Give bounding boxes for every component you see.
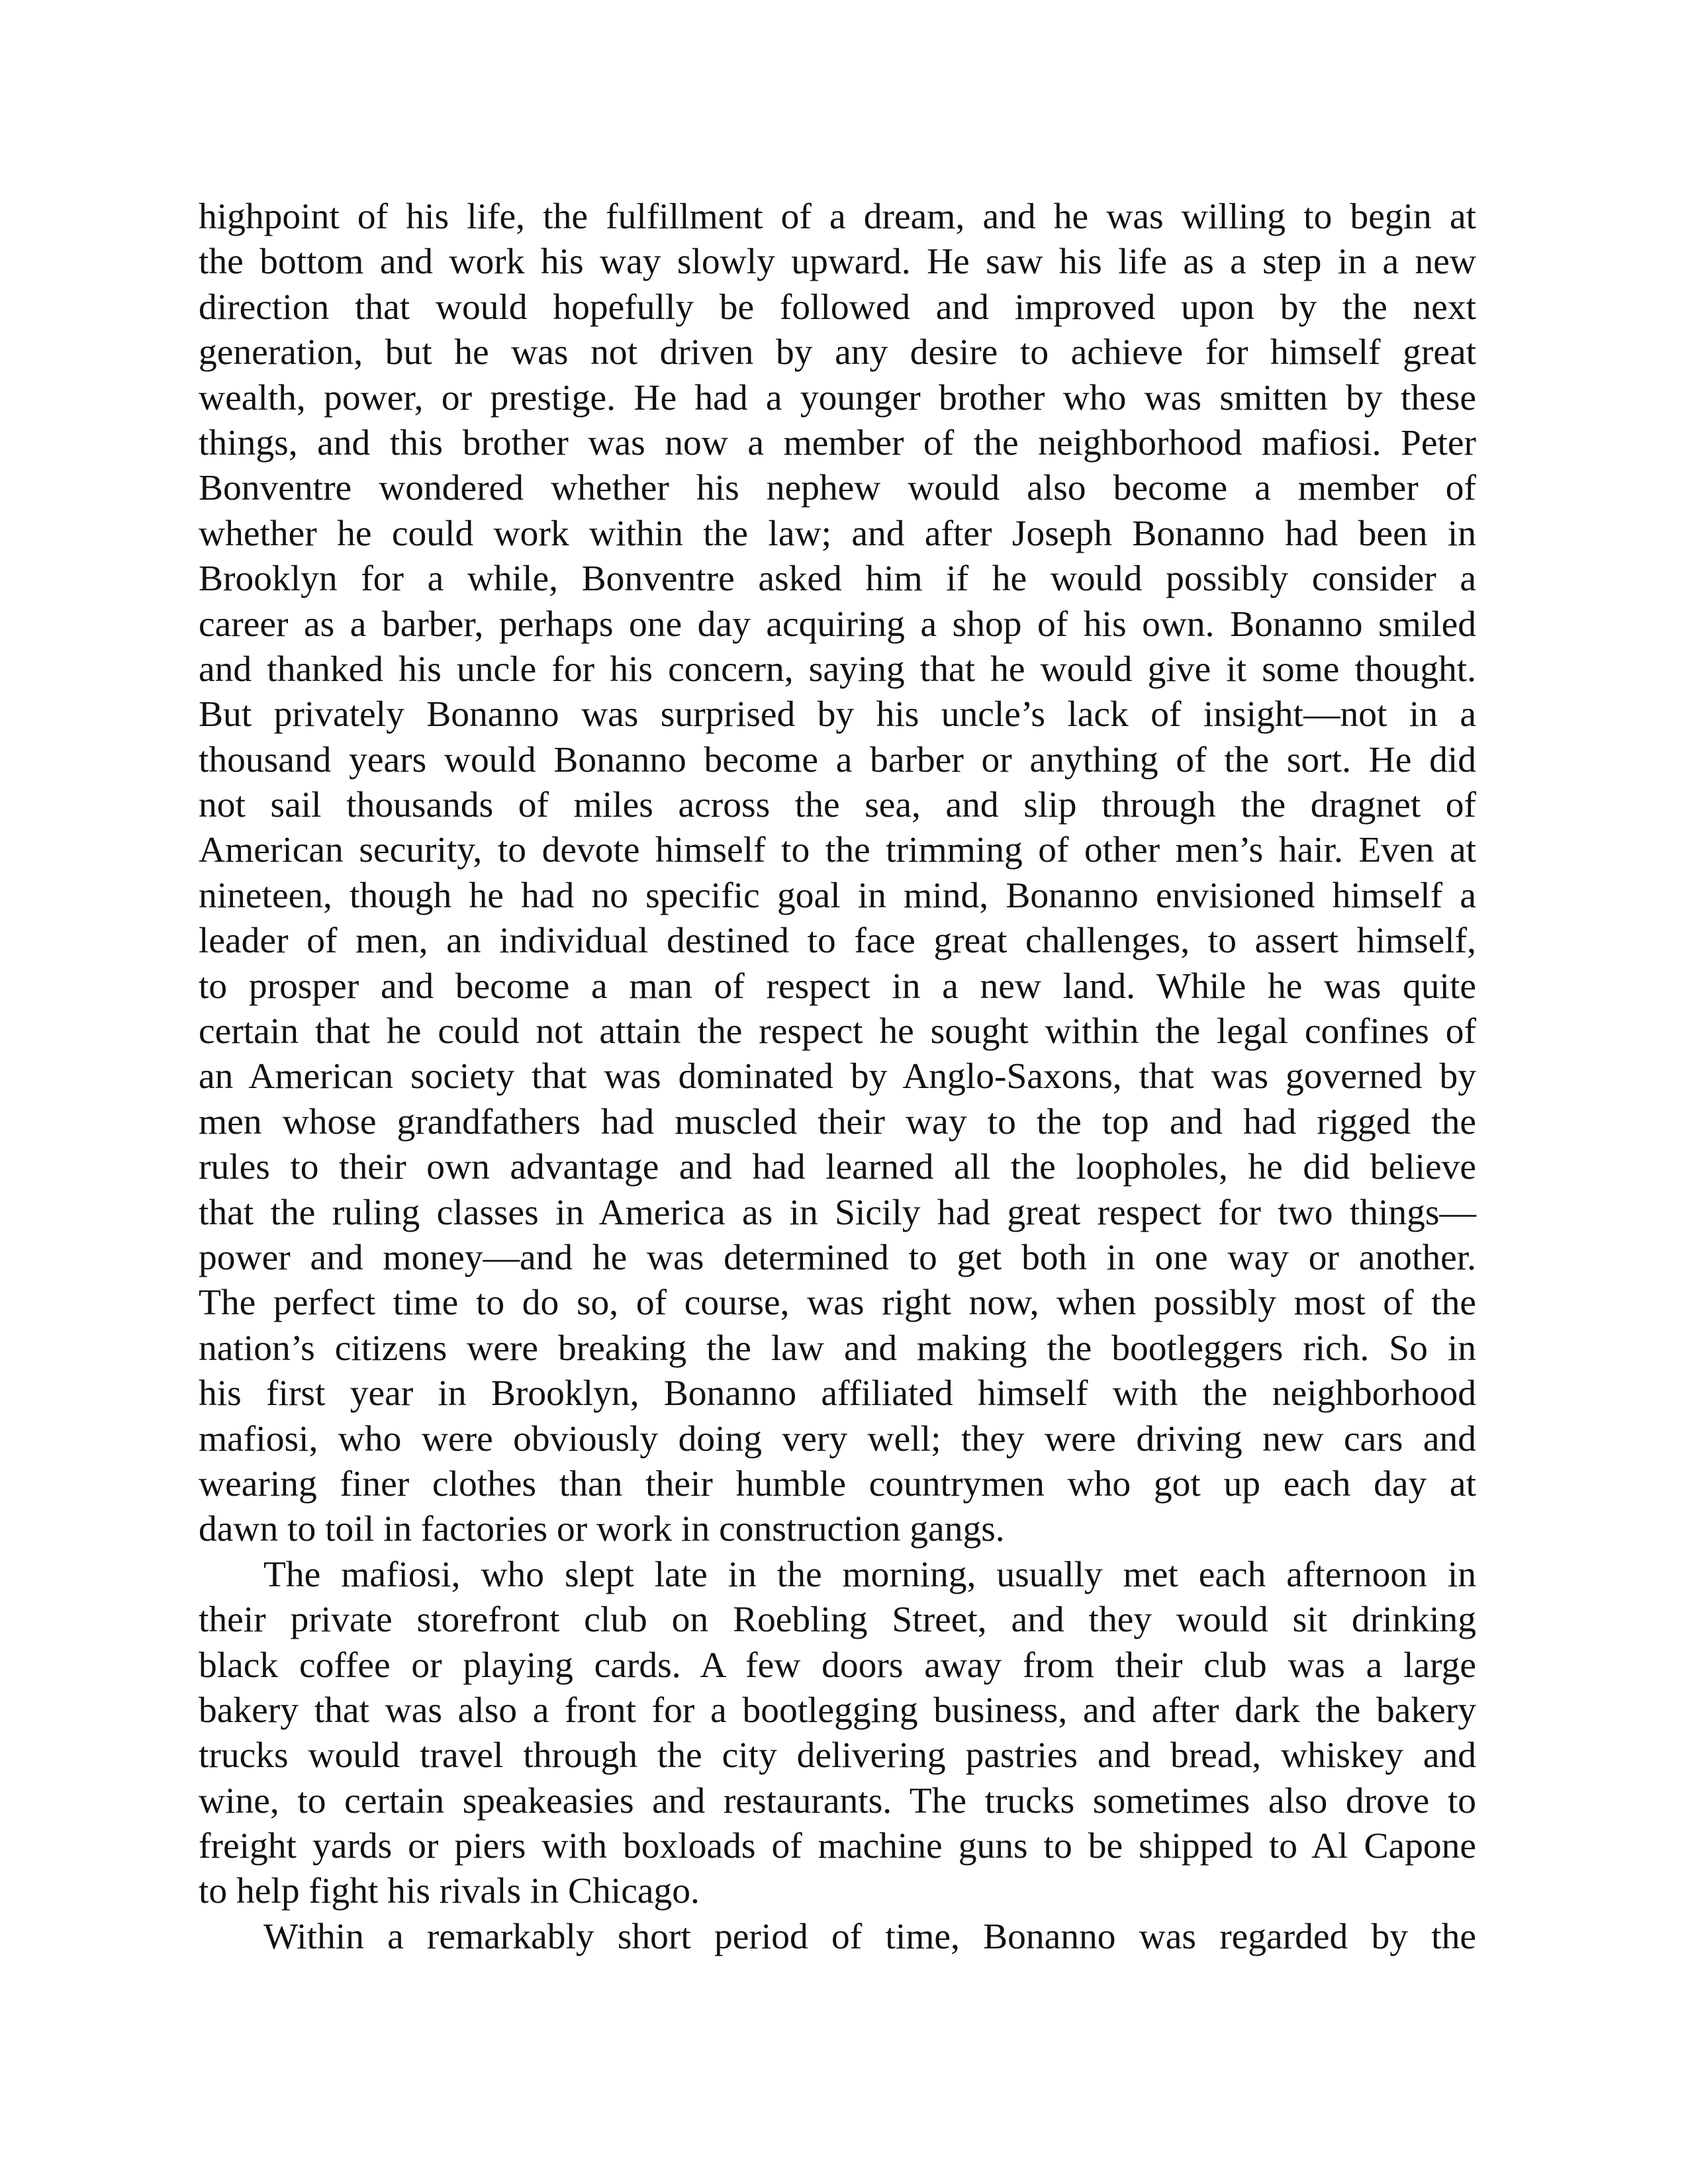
text-line: But privately Bonanno was surprised by his uncle’s lack of insight—not in a xyxy=(199,694,1476,735)
text-line: highpoint of his life, the fulfillment of a dream, and he was willing to begin at xyxy=(199,197,1476,237)
text-line: his first year in Brooklyn, Bonanno affiliated himself with the neighborhood xyxy=(199,1373,1476,1414)
text-line: Brooklyn for a while, Bonventre asked him if he would possibly consider a xyxy=(199,559,1476,600)
text-line: direction that would hopefully be followed and improved upon by the next xyxy=(199,287,1476,328)
paragraph xyxy=(199,195,1476,1553)
text-line: things, and this brother was now a member of the neighborhood mafiosi. Peter xyxy=(199,422,1476,463)
text-line: freight yards or piers with boxloads of machine guns to be shipped to Al Capone xyxy=(199,1826,1476,1867)
text-line: career as a barber, perhaps one day acquiring a shop of his own. Bonanno smiled xyxy=(199,604,1476,645)
text-line: men whose grandfathers had muscled their way to the top and had rigged the xyxy=(199,1101,1476,1142)
text-line: generation, but he was not driven by any desire to achieve for himself great xyxy=(199,332,1476,373)
text-line: to help fight his rivals in Chicago. xyxy=(199,1871,700,1912)
text-line: dawn to toil in factories or work in construction gangs. xyxy=(199,1509,1005,1550)
text-line: wine, to certain speakeasies and restaurants. The trucks sometimes also drove to xyxy=(199,1780,1476,1821)
text-line: Bonventre wondered whether his nephew would also become a member of xyxy=(199,468,1476,509)
text-line: American security, to devote himself to the trimming of other men’s hair. Even at xyxy=(199,830,1476,871)
text-line: trucks would travel through the city delivering pastries and bread, whiskey and xyxy=(199,1735,1476,1776)
text-line: bakery that was also a front for a bootlegging business, and after dark the bakery xyxy=(199,1690,1476,1731)
text-line: certain that he could not attain the respect he sought within the legal confines of xyxy=(199,1011,1476,1052)
text-line: to prosper and become a man of respect in a new land. While he was quite xyxy=(199,966,1476,1007)
text-line: The mafiosi, who slept late in the morning, usually met each afternoon in xyxy=(263,1554,1476,1595)
text-line: nation’s citizens were breaking the law and making the bootleggers rich. So in xyxy=(199,1328,1476,1369)
text-line: Within a remarkably short period of time, Bonanno was regarded by the xyxy=(263,1916,1476,1957)
text-line: their private storefront club on Roebling Street, and they would sit drinking xyxy=(199,1600,1476,1641)
body-text xyxy=(199,195,1476,1960)
text-line: power and money—and he was determined to get both in one way or another. xyxy=(199,1237,1476,1278)
text-line: that the ruling classes in America as in Sicily had great respect for two things— xyxy=(199,1192,1476,1233)
text-line: thousand years would Bonanno become a barber or anything of the sort. He did xyxy=(199,739,1476,780)
text-line: an American society that was dominated by Anglo-Saxons, that was governed by xyxy=(199,1056,1476,1097)
paragraph xyxy=(199,1553,1476,1915)
paragraph xyxy=(199,1915,1476,1960)
text-line: and thanked his uncle for his concern, saying that he would give it some thought. xyxy=(199,649,1476,690)
text-line: whether he could work within the law; and after Joseph Bonanno had been in xyxy=(199,513,1476,554)
text-line: wearing finer clothes than their humble countrymen who got up each day at xyxy=(199,1463,1476,1504)
text-line: nineteen, though he had no specific goal in mind, Bonanno envisioned himself a xyxy=(199,875,1476,916)
text-line: not sail thousands of miles across the sea, and slip through the dragnet of xyxy=(199,785,1476,826)
text-line: mafiosi, who were obviously doing very well; they were driving new cars and xyxy=(199,1418,1476,1459)
text-line: the bottom and work his way slowly upward. He saw his life as a step in a new xyxy=(199,242,1476,283)
text-line: leader of men, an individual destined to face great challenges, to assert himself, xyxy=(199,921,1476,962)
text-line: wealth, power, or prestige. He had a younger brother who was smitten by these xyxy=(199,377,1476,418)
text-line: rules to their own advantage and had learned all the loopholes, he did believe xyxy=(199,1147,1476,1188)
text-line: black coffee or playing cards. A few doors away from their club was a large xyxy=(199,1645,1476,1686)
text-line: The perfect time to do so, of course, was right now, when possibly most of the xyxy=(199,1283,1476,1324)
